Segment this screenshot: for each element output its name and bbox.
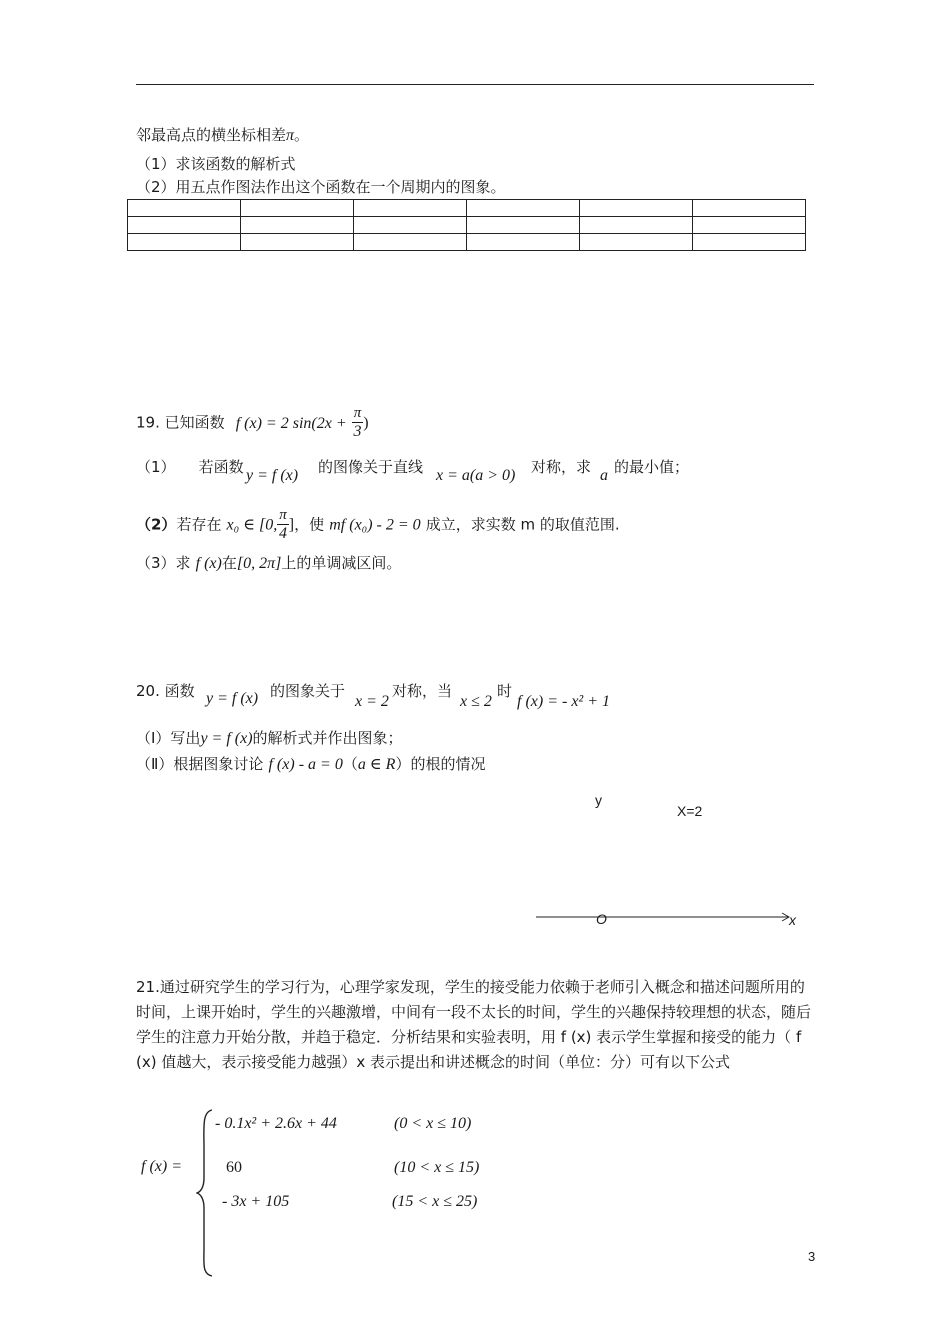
table-cell [241,234,354,251]
q20-part1: （Ⅰ）写出y = f (x)的解析式并作出图象； [136,729,403,747]
q19-p1-text-d: 的最小值； [614,458,690,476]
table-cell [467,234,580,251]
q20-cond: x ≤ 2 [460,693,492,710]
graph-line-label: X=2 [677,803,703,819]
q19-p1-func: y = f (x) [246,467,299,484]
q19-statement: 19. 已知函数 f (x) = 2 sin(2x + $\frac{\pi}{3}$ ) [136,405,369,440]
table-cell [354,234,467,251]
q20-text-a: 的图象关于 [270,682,346,700]
pi-symbol: π [286,127,295,144]
case-1-expr: - 0.1x² + 2.6x + 44 [215,1115,337,1132]
case-3-expr: - 3x + 105 [222,1193,290,1210]
table-cell [580,217,693,234]
graph-y-label: y [595,792,602,808]
fraction-pi-over-3: $\frac{\pi}{3}$ [353,405,362,440]
q18-part1: （1）求该函数的解析式 [136,155,296,173]
graph-x-axis [536,908,796,928]
table-row [128,200,806,217]
table-cell [580,200,693,217]
case-1-cond: (0 < x ≤ 10) [394,1115,472,1132]
table-cell [354,200,467,217]
graph-origin-label: O [596,911,607,927]
table-cell [128,234,241,251]
q19-p1-var: a [600,467,608,484]
table-cell [354,217,467,234]
case-2-cond: (10 < x ≤ 15) [394,1159,480,1176]
table-cell [580,234,693,251]
table-cell [128,217,241,234]
left-brace [196,1108,216,1278]
table-cell [467,200,580,217]
table-cell [241,200,354,217]
table-row [128,234,806,251]
case-3-cond: (15 < x ≤ 25) [392,1193,478,1210]
five-point-table [127,199,806,251]
q20-part2: （Ⅱ）根据图象讨论 f (x) - a = 0（a ∈ R）的根的情况 [136,755,486,773]
q19-p1-text-c: 对称，求 [531,458,592,476]
q19-p1-line: x = a(a > 0) [436,467,516,484]
q20-line: x = 2 [355,693,389,710]
q21-lhs: f (x) = [141,1158,182,1175]
table-cell [467,217,580,234]
q18-part2: （2）用五点作图法作出这个函数在一个周期内的图象。 [136,178,506,196]
table-cell [693,200,806,217]
q19-part2: （2）若存在 x₀ ∈ [0, $\frac{\pi}{4}$ ]，使 mf (x₀) - 2 = 0 成立，求实数 m 的取值范围. [136,507,620,542]
table-row [128,217,806,234]
q18-line1: 邻最高点的横坐标相差π。 [136,126,310,144]
table-cell [693,234,806,251]
q19-part3: （3）求 f (x)在[0, 2π]上的单调减区间。 [136,554,402,572]
graph-x-label: x [789,912,796,928]
table-cell [241,217,354,234]
q20-func: y = f (x) [206,690,259,707]
q19-part1: （1） 若函数 [136,458,244,476]
q20-text-c: 时 [497,682,513,700]
table-cell [693,217,806,234]
fraction-pi-over-4: $\frac{\pi}{4}$ [279,507,288,542]
q19-p1-text-b: 的图像关于直线 [318,458,424,476]
q20-intro: 20. 函数 [136,682,195,700]
q20-expr: f (x) = - x² + 1 [517,693,611,710]
page-number: 3 [808,1249,816,1264]
q20-text-b: 对称，当 [392,682,453,700]
table-cell [128,200,241,217]
q21-text: 21.通过研究学生的学习行为，心理学家发现，学生的接受能力依赖于老师引入概念和描述问题所用的时间，上课开始时，学生的兴趣激增，中间有一段不太长的时间，学生的兴趣保持较理想的状态，随后学生的注意力开始分散，并趋于稳定．分析结果和实验表明，用 f (x) 表示学生掌握和接受的能力（ f (x) 值越大，表示接受能力越强）x 表示提出和讲述概念的时间（单位：分）可有以下公式 [136,978,812,1071]
header-rule [136,84,814,85]
case-2-expr: 60 [226,1159,242,1176]
